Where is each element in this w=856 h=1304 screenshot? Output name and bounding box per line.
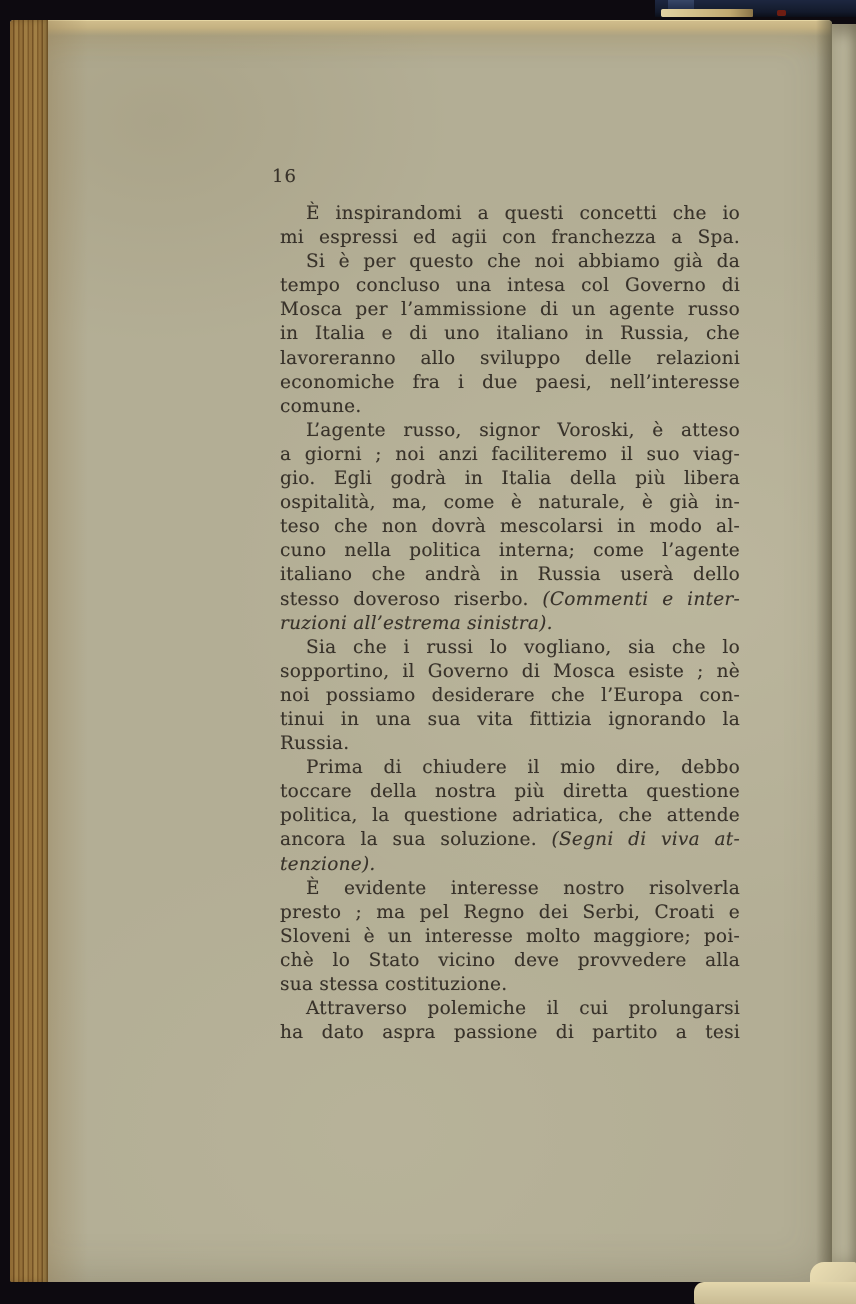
text-line bbox=[280, 780, 740, 804]
text-line bbox=[280, 588, 740, 612]
book-page bbox=[10, 20, 832, 1282]
text-segment: presto ; ma pel Regno dei Serbi, Croati e bbox=[280, 901, 740, 923]
text-segment: mi espressi ed agii con franchezza a Spa. bbox=[280, 227, 740, 249]
text-line bbox=[280, 877, 740, 901]
text-line bbox=[280, 973, 740, 997]
italic-text-segment: (Commenti e inter- bbox=[542, 588, 740, 610]
text-line bbox=[280, 274, 740, 298]
text-segment: L’agente russo, signor Voroski, è atteso bbox=[306, 419, 740, 441]
text-segment: stesso doveroso riserbo. bbox=[280, 588, 543, 610]
text-segment: Russia. bbox=[280, 733, 350, 755]
text-line bbox=[280, 925, 740, 949]
text-segment: gio. Egli godrà in Italia della più libera bbox=[280, 468, 740, 490]
text-segment: tempo concluso una intesa col Governo di bbox=[280, 275, 740, 297]
text-segment: chè lo Stato vicino deve provvedere alla bbox=[280, 949, 740, 971]
text-line bbox=[280, 1021, 740, 1045]
italic-text-segment: (Segni di viva at- bbox=[551, 829, 740, 851]
text-segment: comune. bbox=[280, 395, 362, 417]
text-line bbox=[280, 322, 740, 346]
text-segment: in Italia e di uno italiano in Russia, che bbox=[280, 323, 740, 345]
text-line bbox=[280, 467, 740, 491]
text-segment: noi possiamo desiderare che l’Europa con- bbox=[280, 684, 740, 706]
page-top-edge bbox=[10, 20, 832, 36]
page-top-edge-highlight bbox=[661, 9, 753, 17]
text-line bbox=[280, 371, 740, 395]
text-line bbox=[280, 732, 740, 756]
text-segment: cuno nella politica interna; come l’agente bbox=[280, 540, 740, 562]
text-segment: Sia che i russi lo vogliano, sia che lo bbox=[306, 636, 740, 658]
text-segment: Sloveni è un interesse molto maggiore; poi- bbox=[280, 925, 740, 947]
text-line bbox=[280, 804, 740, 828]
text-line bbox=[280, 419, 740, 443]
text-segment: tinui in una sua vita fittizia ignorando la bbox=[280, 708, 740, 730]
italic-text-segment: tenzione). bbox=[280, 853, 376, 875]
text-line bbox=[280, 853, 740, 877]
adjacent-page-edge bbox=[832, 24, 856, 1276]
text-segment: Prima di chiudere il mio dire, debbo bbox=[306, 757, 740, 779]
text-segment: politica, la questione adriatica, che attende bbox=[280, 805, 740, 827]
page-stack-edges-fade bbox=[48, 20, 88, 1282]
text-segment: teso che non dovrà mescolarsi in modo al- bbox=[280, 516, 740, 538]
text-line bbox=[280, 901, 740, 925]
text-segment: È evidente interesse nostro risolverla bbox=[306, 877, 740, 899]
text-line bbox=[280, 997, 740, 1021]
text-line bbox=[280, 298, 740, 322]
text-line bbox=[280, 395, 740, 419]
text-line bbox=[280, 226, 740, 250]
text-segment: È inspirandomi a questi concetti che io bbox=[306, 203, 740, 224]
text-line bbox=[280, 515, 740, 539]
text-line bbox=[280, 563, 740, 587]
page-stack-edges bbox=[10, 20, 48, 1282]
text-line bbox=[280, 636, 740, 660]
text-segment: economiche fra i due paesi, nell’interesse bbox=[280, 371, 740, 393]
text-segment: toccare della nostra più diretta questione bbox=[280, 781, 740, 803]
text-line bbox=[280, 612, 740, 636]
red-mark bbox=[777, 10, 786, 16]
text-segment: ospitalità, ma, come è naturale, è già in- bbox=[280, 492, 740, 514]
text-block bbox=[280, 202, 740, 1045]
text-line bbox=[280, 347, 740, 371]
text-line bbox=[280, 250, 740, 274]
text-line bbox=[280, 202, 740, 226]
text-line bbox=[280, 539, 740, 563]
text-line bbox=[280, 660, 740, 684]
page-fold-shadow bbox=[816, 20, 832, 1282]
text-line bbox=[280, 828, 740, 852]
text-segment: sua stessa costituzione. bbox=[280, 974, 508, 995]
loose-page-corner bbox=[694, 1282, 856, 1304]
text-line bbox=[280, 949, 740, 973]
text-line bbox=[280, 756, 740, 780]
text-segment: Si è per questo che noi abbiamo già da bbox=[306, 251, 740, 273]
text-segment: italiano che andrà in Russia userà dello bbox=[280, 564, 740, 586]
text-line bbox=[280, 491, 740, 515]
text-segment: Attraverso polemiche il cui prolungarsi bbox=[306, 998, 740, 1020]
text-segment: ha dato aspra passione di partito a tesi bbox=[280, 1022, 740, 1044]
text-line bbox=[280, 684, 740, 708]
page-number: 16 bbox=[272, 166, 297, 187]
text-segment: Mosca per l’ammissione di un agente russo bbox=[280, 299, 740, 321]
text-line bbox=[280, 443, 740, 467]
italic-text-segment: ruzioni all’estrema sinistra). bbox=[280, 612, 553, 634]
text-segment: sopportino, il Governo di Mosca esiste ; nè bbox=[280, 660, 740, 682]
text-line bbox=[280, 708, 740, 732]
text-segment: lavoreranno allo sviluppo delle relazioni bbox=[280, 347, 740, 369]
text-segment: ancora la sua soluzione. bbox=[280, 829, 552, 851]
text-segment: a giorni ; noi anzi faciliteremo il suo viag- bbox=[280, 443, 740, 465]
